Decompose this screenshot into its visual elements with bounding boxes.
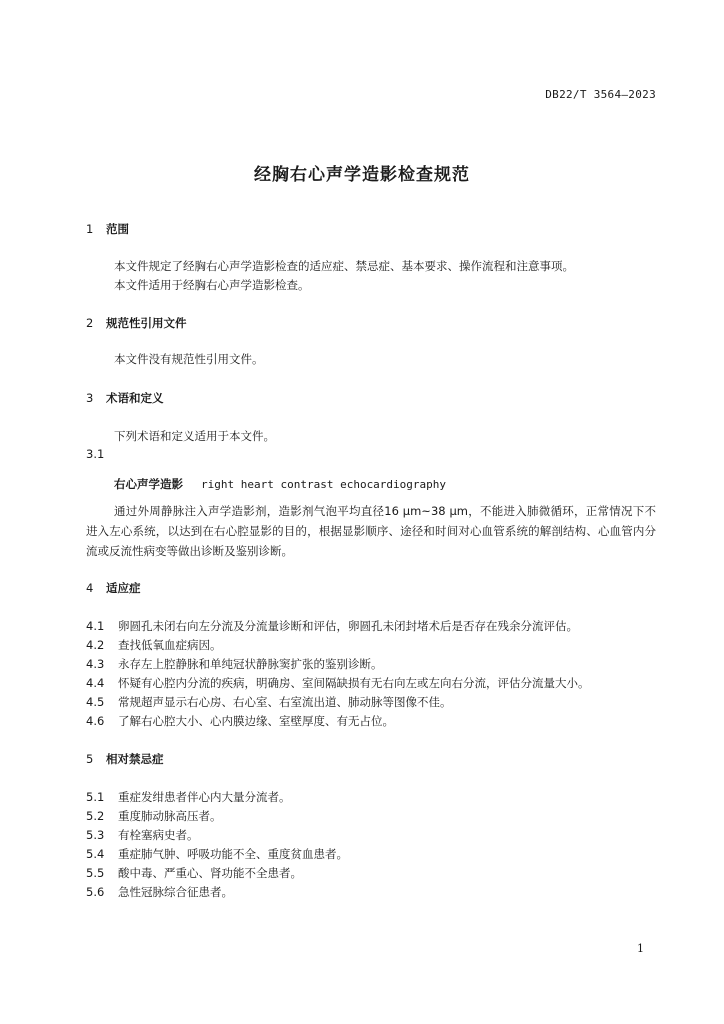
list-item [86,675,590,691]
list-item [86,713,394,729]
paragraph: 本文件没有规范性引用文件。 [114,352,264,366]
item-text: 卵圆孔未闭右向左分流及分流量诊断和评估，卵圆孔未闭封堵术后是否存在残余分流评估。 [118,619,578,633]
item-number: 5.3 [86,828,105,842]
section-4-heading [86,580,141,596]
item-number: 4.6 [86,714,105,728]
item-number: 5.5 [86,866,105,880]
item-number: 5.1 [86,790,105,804]
list-item [86,789,291,805]
item-number: 5.4 [86,847,105,861]
list-item [86,637,222,653]
item-text: 酸中毒、严重心、肾功能不全患者。 [118,866,302,880]
paragraph: 本文件规定了经胸右心声学造影检查的适应症、禁忌症、基本要求、操作流程和注意事项。 [114,259,574,273]
list-item [86,656,383,672]
list-item [86,884,233,900]
section-title: 适应症 [106,581,141,595]
item-text: 重度肺动脉高压者。 [118,809,222,823]
section-5-heading [86,751,164,767]
list-item [86,846,348,862]
section-title: 相对禁忌症 [106,752,164,766]
item-number: 4.5 [86,695,105,709]
section-number: 5 [86,752,94,766]
item-number: 5.6 [86,885,105,899]
list-item [86,827,199,843]
document-title: 经胸右心声学造影检查规范 [254,165,470,185]
section-number: 4 [86,581,94,595]
list-item [86,808,222,824]
paragraph: 下列术语和定义适用于本文件。 [114,429,275,443]
section-number: 3 [86,391,94,405]
subsection-number: 3.1 [86,447,105,461]
section-2-heading [86,315,187,331]
item-number: 4.1 [86,619,105,633]
section-title: 规范性引用文件 [106,316,187,330]
paragraph: 本文件适用于经胸右心声学造影检查。 [114,278,310,292]
section-title: 术语和定义 [106,391,164,405]
section-3-heading [86,390,164,406]
item-number: 4.3 [86,657,105,671]
term-chinese: 右心声学造影 [114,477,183,491]
list-item [86,694,452,710]
list-item [86,865,302,881]
document-code: DB22/T 3564—2023 [545,88,656,101]
item-text: 查找低氧血症病因。 [118,638,222,652]
item-text: 重症肺气肿、呼吸功能不全、重度贫血患者。 [118,847,348,861]
term-definition: 通过外周静脉注入声学造影剂，造影剂气泡平均直径16 μm~38 μm，不能进入肺微循环，正常情况下不进入左心系统，以达到在右心腔显影的目的，根据显影顺序、途径和时间对心血管系统的解剖结构、心血管内分流或反流性病变等做出诊断及鉴别诊断。 [86,504,656,558]
list-item [86,618,578,634]
section-title: 范围 [106,222,129,236]
section-number: 2 [86,316,94,330]
item-number: 4.4 [86,676,105,690]
item-text: 重症发绀患者伴心内大量分流者。 [118,790,291,804]
item-number: 5.2 [86,809,105,823]
item-number: 4.2 [86,638,105,652]
item-text: 常规超声显示右心房、右心室、右室流出道、肺动脉等图像不佳。 [118,695,452,709]
item-text: 永存左上腔静脉和单纯冠状静脉窦扩张的鉴别诊断。 [118,657,383,671]
term-entry [114,476,446,492]
item-text: 了解右心腔大小、心内膜边缘、室壁厚度、有无占位。 [118,714,394,728]
item-text: 急性冠脉综合征患者。 [118,885,233,899]
item-text: 怀疑有心腔内分流的疾病，明确房、室间隔缺损有无右向左或左向右分流，评估分流量大小。 [118,676,590,690]
term-english: right heart contrast echocardiography [201,478,447,491]
section-1-heading [86,221,129,237]
section-number: 1 [86,222,94,236]
page-number: 1 [637,942,644,955]
item-text: 有栓塞病史者。 [118,828,199,842]
